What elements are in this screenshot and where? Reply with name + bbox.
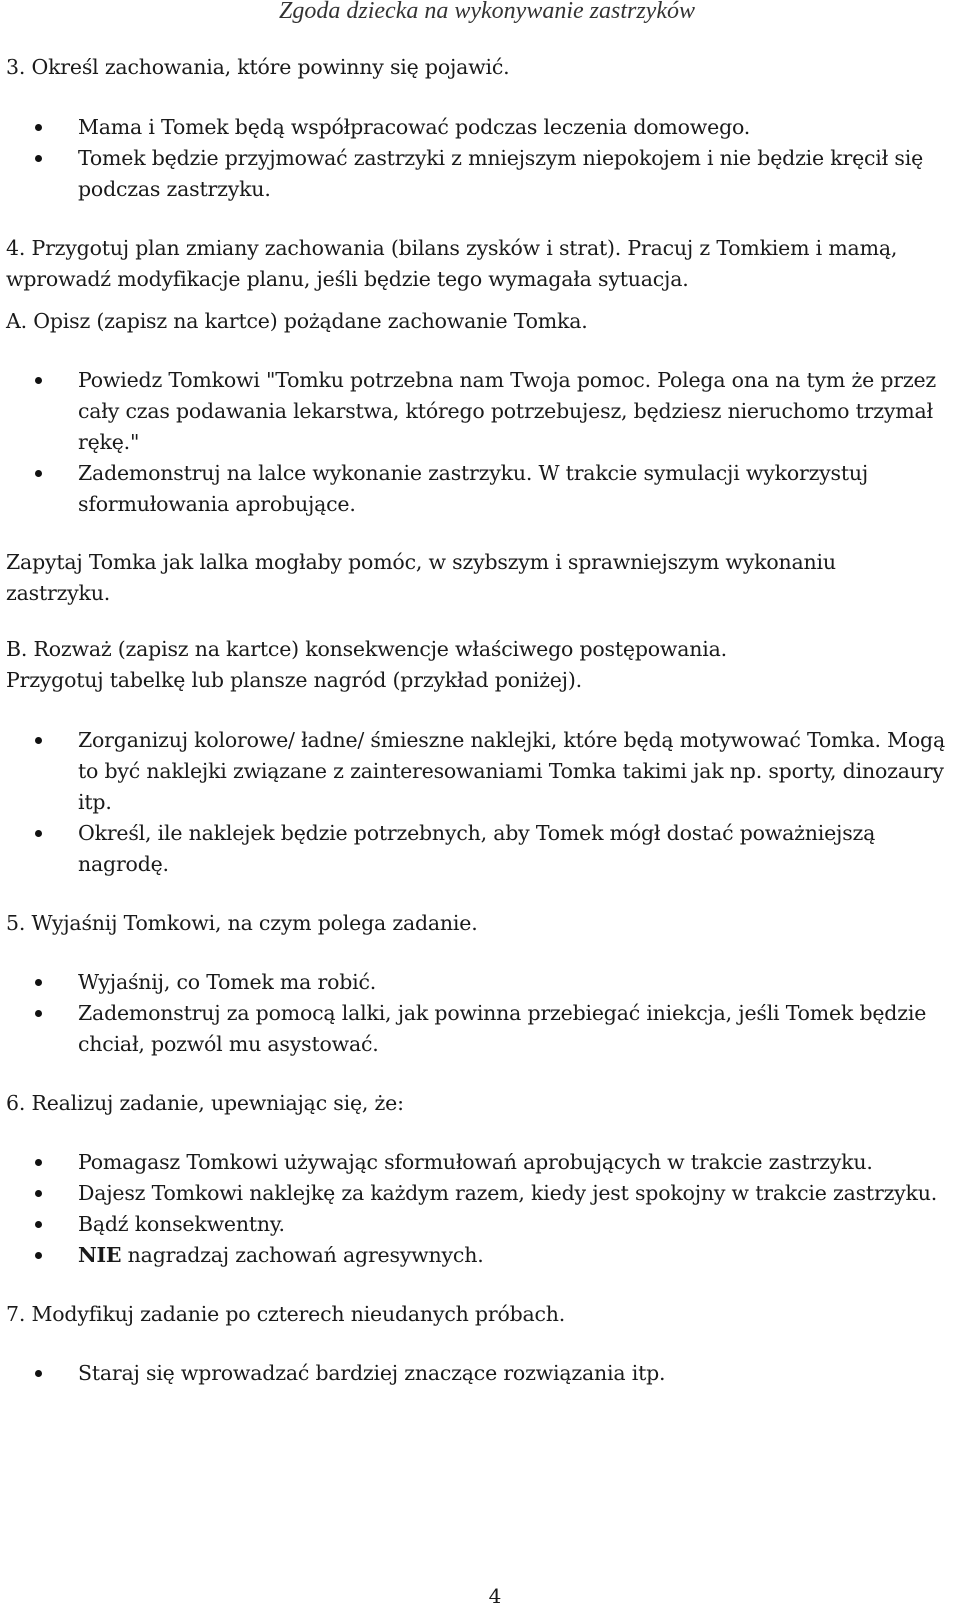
list-item-text: Zademonstruj za pomocą lalki, jak powinna przebiegać iniekcja, jeśli Tomek będzie chciał, pozwól mu asystować. [78,1001,927,1056]
list-item [6,365,946,458]
list-item-text: Zademonstruj na lalce wykonanie zastrzyku. W trakcie symulacji wykorzystuj sformułowania aprobujące. [78,461,869,516]
list-item [6,967,946,998]
bullet-icon [35,830,42,837]
list-item [6,1209,946,1240]
document-body [6,52,946,1389]
section-5-list [6,967,946,1060]
section-7-list [6,1358,946,1389]
running-header: Zgoda dziecka na wykonywanie zastrzyków [279,0,695,24]
section-4a-list [6,365,946,520]
list-item-text: Mama i Tomek będą współpracować podczas leczenia domowego. [78,115,751,139]
bullet-icon [35,1252,42,1259]
section-6-list [6,1147,946,1271]
section-3-list [6,112,946,205]
list-item [6,818,946,880]
list-item-text: Tomek będzie przyjmować zastrzyki z mniejszym niepokojem i nie będzie kręcił się podczas zastrzyku. [78,146,924,201]
list-item-text: Zorganizuj kolorowe/ ładne/ śmieszne naklejki, które będą motywować Tomka. Mogą to być naklejki związane z zainteresowaniami Tomka takimi jak np. sporty, dinozaury itp. [78,728,945,814]
bullet-icon [35,470,42,477]
list-item-text: Dajesz Tomkowi naklejkę za każdym razem, kiedy jest spokojny w trakcie zastrzyku. [78,1181,938,1205]
section-7-heading: 7. Modyfikuj zadanie po czterech nieudanych próbach. [6,1302,566,1326]
list-item [6,1178,946,1209]
section-4b-list [6,725,946,880]
section-4b-heading: B. Rozważ (zapisz na kartce) konsekwencje właściwego postępowania. [6,637,727,661]
list-item [6,1147,946,1178]
bullet-icon [35,1370,42,1377]
section-4-heading: 4. Przygotuj plan zmiany zachowania (bilans zysków i strat). Pracuj z Tomkiem i mamą, wprowadź modyfikacje planu, jeśli będzie tego wymagała sytuacja. [6,236,898,291]
list-item [6,112,946,143]
emphasis-no: NIE [78,1243,122,1267]
list-item-text: Określ, ile naklejek będzie potrzebnych, aby Tomek mógł dostać poważniejszą nagrodę. [78,821,876,876]
section-4b-subheading: Przygotuj tabelkę lub plansze nagród (przykład poniżej). [6,668,582,692]
bullet-icon [35,377,42,384]
section-3-heading: 3. Określ zachowania, które powinny się pojawić. [6,55,510,79]
bullet-icon [35,1190,42,1197]
list-item [6,998,946,1060]
bullet-icon [35,124,42,131]
list-item-text: Wyjaśnij, co Tomek ma robić. [78,970,377,994]
bullet-icon [35,979,42,986]
list-item [6,725,946,818]
bullet-icon [35,155,42,162]
list-item [6,1358,946,1389]
section-5-heading: 5. Wyjaśnij Tomkowi, na czym polega zadanie. [6,911,478,935]
bullet-icon [35,1221,42,1228]
list-item [6,1240,946,1271]
list-item-text: Staraj się wprowadzać bardziej znaczące rozwiązania itp. [78,1361,666,1385]
bullet-icon [35,737,42,744]
bullet-icon [35,1159,42,1166]
list-item [6,458,946,520]
bullet-icon [35,1010,42,1017]
page-number: 4 [488,1584,502,1608]
list-item-text: nagradzaj zachowań agresywnych. [121,1243,484,1267]
list-item [6,143,946,205]
section-4a-heading: A. Opisz (zapisz na kartce) pożądane zachowanie Tomka. [6,309,588,333]
list-item-text: Pomagasz Tomkowi używając sformułowań aprobujących w trakcie zastrzyku. [78,1150,873,1174]
list-item-text: Powiedz Tomkowi "Tomku potrzebna nam Twoja pomoc. Polega ona na tym że przez cały czas podawania lekarstwa, którego potrzebujesz, będziesz nieruchomo trzymał rękę." [78,368,936,454]
section-6-heading: 6. Realizuj zadanie, upewniając się, że: [6,1091,404,1115]
list-item-text: Bądź konsekwentny. [78,1212,285,1236]
section-4a-paragraph: Zapytaj Tomka jak lalka mogłaby pomóc, w szybszym i sprawniejszym wykonaniu zastrzyku. [6,550,836,605]
